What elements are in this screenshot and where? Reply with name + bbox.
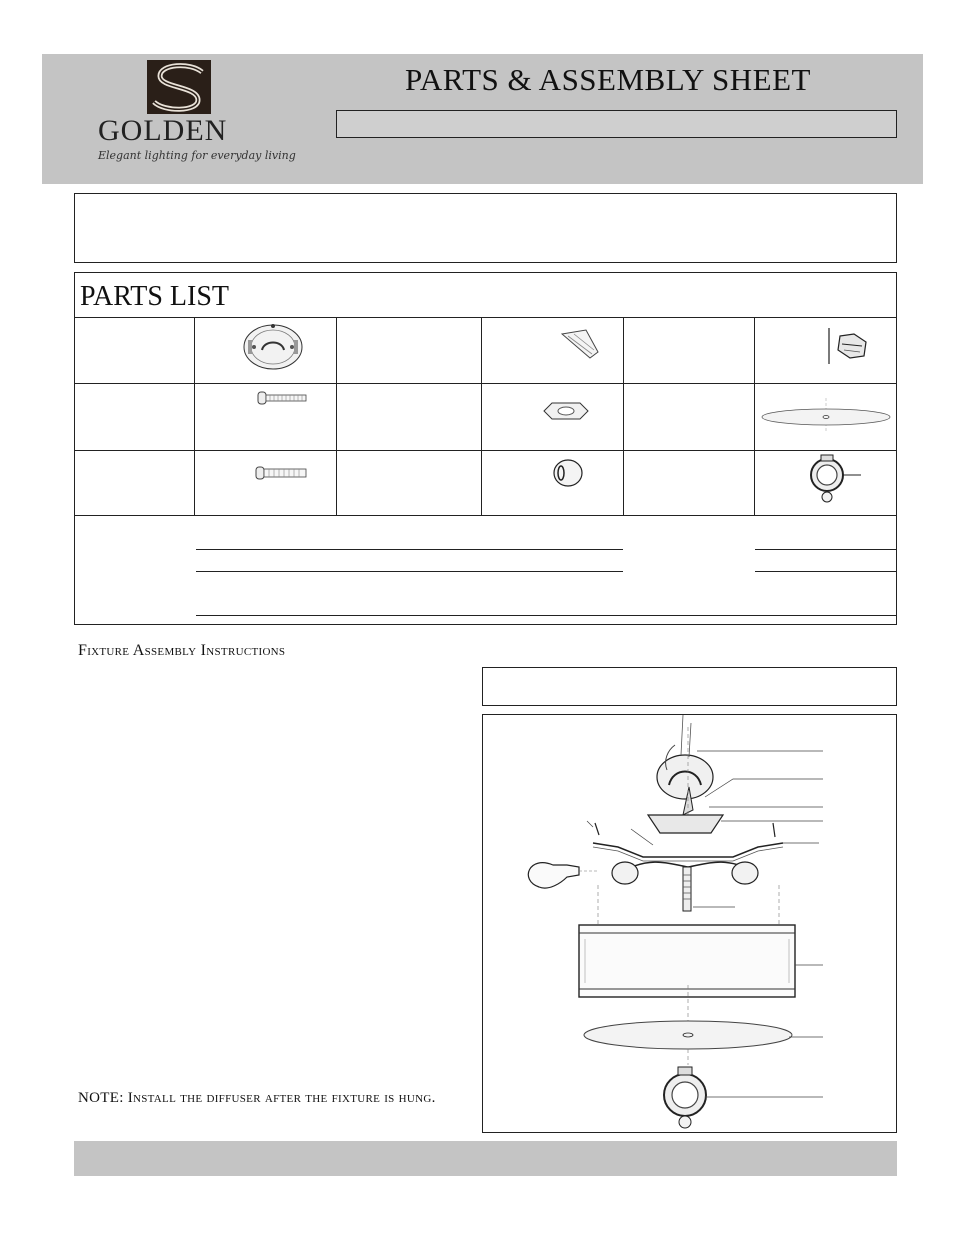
table-divider <box>623 317 624 515</box>
diffuser-icon <box>584 1021 792 1049</box>
mounting-plate-icon <box>657 745 713 815</box>
mounting-plate-icon <box>240 320 306 372</box>
drum-shade-icon <box>579 925 795 997</box>
brand-name: GOLDEN <box>98 114 228 147</box>
form-line <box>755 549 896 550</box>
exploded-fixture-diagram-icon <box>483 715 896 1132</box>
table-divider <box>336 317 337 515</box>
mounting-screw-icon <box>256 389 310 407</box>
table-divider <box>754 317 755 515</box>
assembly-note: NOTE: Install the diffuser after the fixture is hung. <box>78 1090 436 1106</box>
table-divider <box>194 317 195 515</box>
form-line <box>196 549 623 550</box>
decorative-finial-icon <box>805 453 863 505</box>
light-bulb-icon <box>528 863 599 888</box>
ball-cap-icon <box>551 458 585 488</box>
form-line <box>196 615 896 616</box>
long-screw-icon <box>254 464 310 482</box>
form-line <box>196 571 623 572</box>
form-line <box>755 571 896 572</box>
brand-tagline: Elegant lighting for everyday living <box>98 149 296 162</box>
page-title: PARTS & ASSEMBLY SHEET <box>405 62 811 97</box>
parts-list-table <box>74 272 897 625</box>
ground-screw-icon <box>826 326 870 366</box>
parts-list-title: PARTS LIST <box>80 281 229 312</box>
finial-icon <box>664 1067 706 1128</box>
hex-nut-icon <box>540 400 592 422</box>
glass-diffuser-icon <box>758 398 894 432</box>
table-divider <box>481 317 482 515</box>
wire-nut-icon <box>556 326 602 362</box>
assembly-instructions-heading: Fixture Assembly Instructions <box>78 642 286 659</box>
table-divider <box>74 317 897 318</box>
model-number-field <box>336 110 897 138</box>
table-divider <box>74 450 897 451</box>
product-info-box <box>74 193 897 263</box>
diagram-title-box <box>482 667 897 706</box>
table-divider <box>74 383 897 384</box>
footer-bar <box>74 1141 897 1176</box>
table-divider <box>74 515 897 516</box>
